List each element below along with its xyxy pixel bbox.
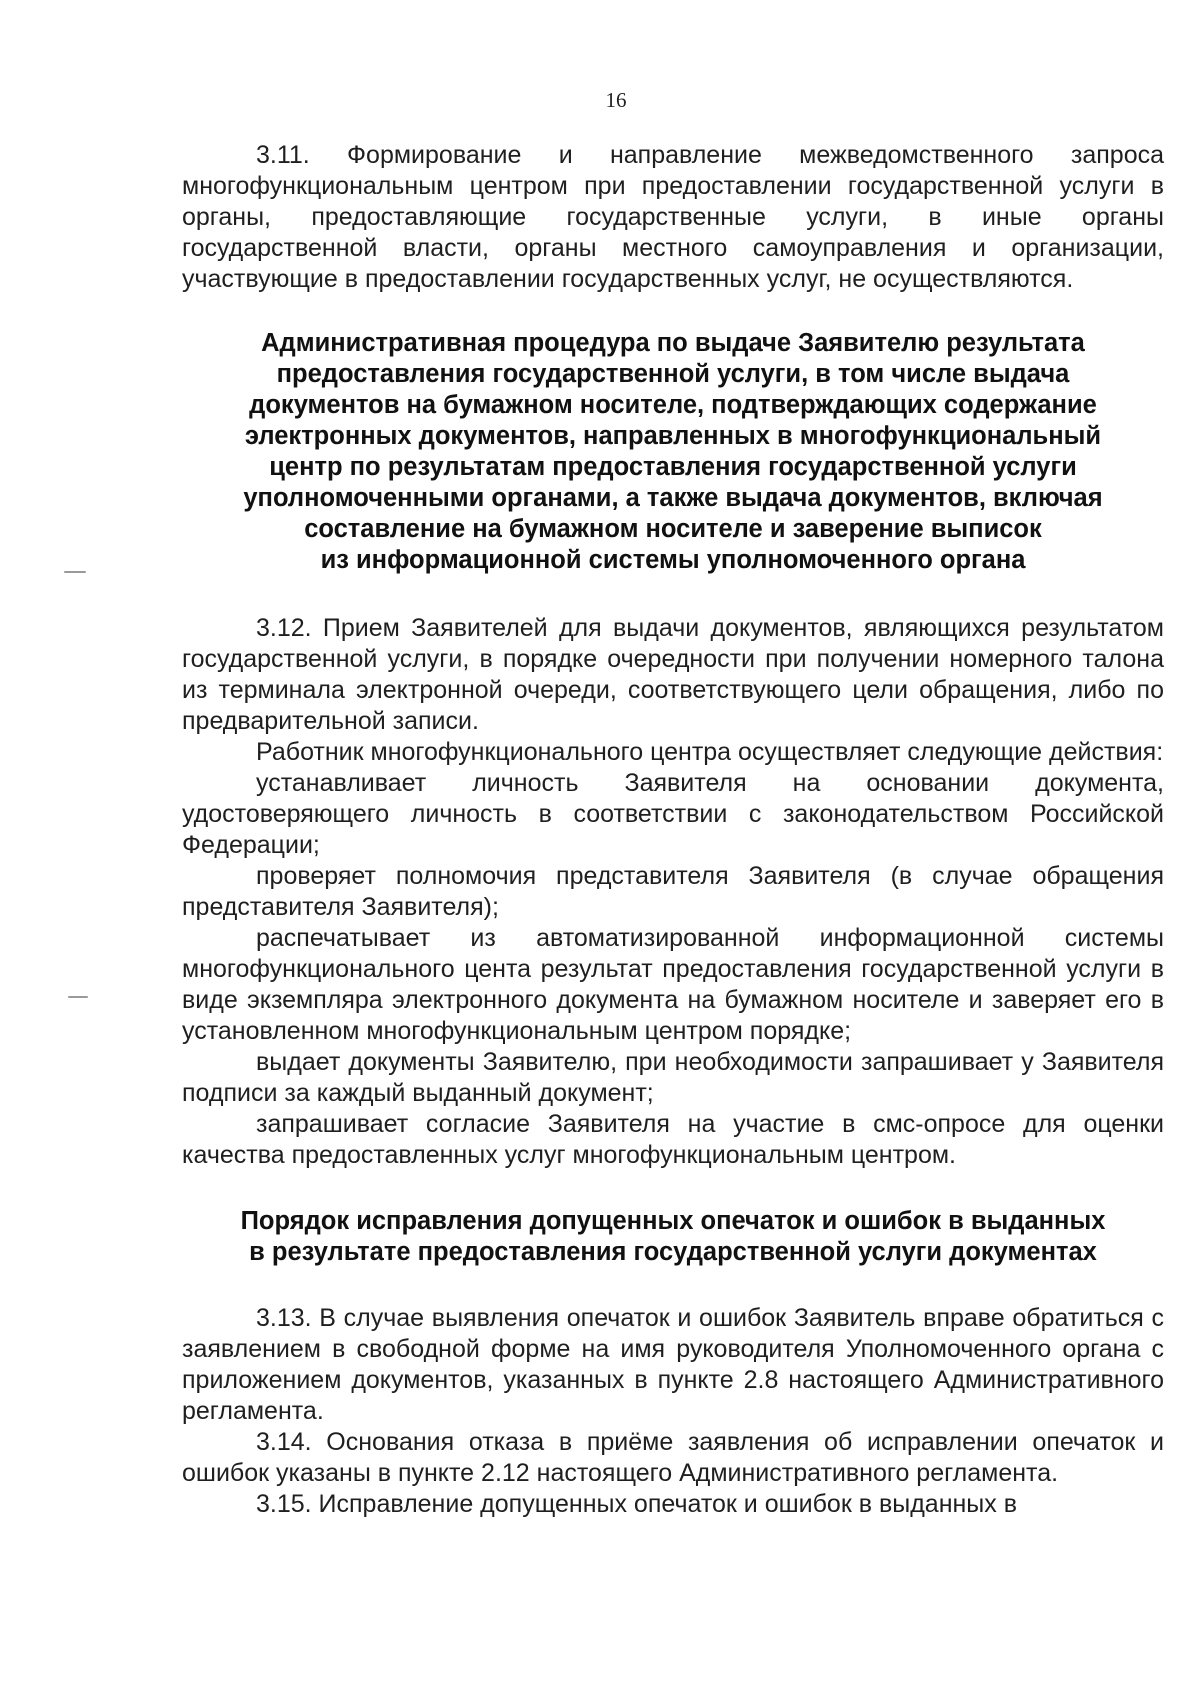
scan-mark [68,996,88,998]
heading-line: предоставления государственной услуги, в том числе выдача [276,360,1070,388]
heading-line: в результате предоставления государственной услуги документах [249,1238,1097,1266]
heading-line: Административная процедура по выдаче Заявителю результата [261,329,1085,357]
scan-mark [64,571,86,573]
paragraph: проверяет полномочия представителя Заявителя (в случае обращения представителя Заявителя); [182,862,1164,921]
heading-line: из информационной системы уполномоченного органа [320,546,1026,574]
heading-line: Порядок исправления допущенных опечаток и ошибок в выданных [240,1207,1106,1235]
paragraph: выдает документы Заявителю, при необходимости запрашивает у Заявителя подписи за каждый выданный документ; [182,1048,1164,1107]
paragraph: 3.13. В случае выявления опечаток и ошибок Заявитель вправе обратиться с заявлением в свободной форме на имя руководителя Уполномоченного органа с приложением документов, указанных в пункте 2.8 настоящего Административного регламента. [182,1304,1164,1425]
paragraph: 3.12. Прием Заявителей для выдачи документов, являющихся результатом государственной услуги, в порядке очередности при получении номерного талона из терминала электронной очереди, соответствующего цели обращения, либо по предварительной записи. [182,614,1164,735]
paragraph: Работник многофункционального центра осуществляет следующие действия: [256,738,1164,766]
document-body [182,140,1164,1520]
heading-line: уполномоченными органами, а также выдача документов, включая [243,484,1103,512]
paragraph: 3.14. Основания отказа в приёме заявления об исправлении опечаток и ошибок указаны в пункте 2.12 настоящего Административного регламента. [182,1428,1164,1487]
section-heading [182,1206,1164,1268]
heading-line: центр по результатам предоставления государственной услуги [269,453,1077,481]
heading-line: составление на бумажном носителе и заверение выписок [304,515,1042,543]
paragraph: запрашивает согласие Заявителя на участие в смс-опросе для оценки качества предоставленных услуг многофункциональным центром. [182,1110,1164,1169]
paragraph: 3.15. Исправление допущенных опечаток и ошибок в выданных в [256,1490,1017,1518]
paragraph: устанавливает личность Заявителя на основании документа, удостоверяющего личность в соответствии с законодательством Российской Федерации; [182,769,1164,859]
paragraph: распечатывает из автоматизированной информационной системы многофункционального цента результат предоставления государственной услуги в виде экземпляра электронного документа на бумажном носителе и заверяет его в установленном многофункциональным центром порядке; [182,924,1164,1045]
page-number: 16 [605,88,627,112]
heading-line: документов на бумажном носителе, подтверждающих содержание [249,391,1097,419]
paragraph: 3.11. Формирование и направление межведомственного запроса многофункциональным центром при предоставлении государственной услуги в органы, предоставляющие государственные услуги, в иные органы государственной власти, органы местного самоуправления и организации, участвующие в предоставлении государственных услуг, не осуществляются. [182,141,1164,293]
heading-line: электронных документов, направленных в многофункциональный [244,422,1102,450]
section-heading [182,328,1164,576]
